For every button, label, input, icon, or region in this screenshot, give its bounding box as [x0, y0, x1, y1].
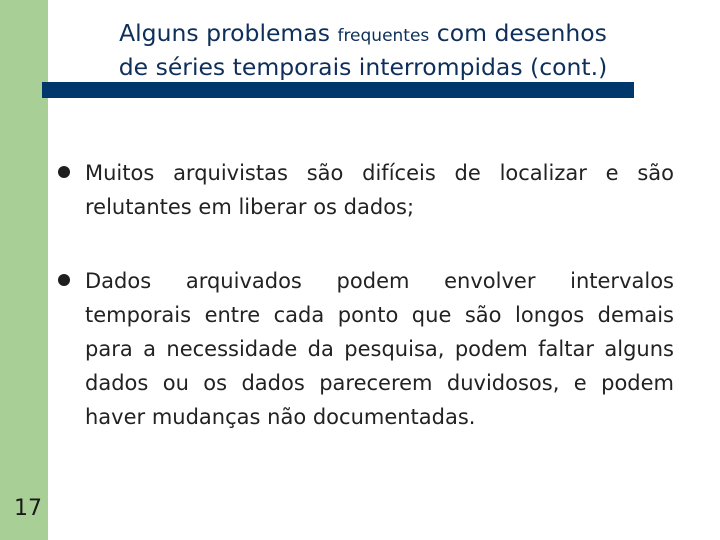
title-part-2: frequentes	[337, 26, 430, 46]
page-number: 17	[14, 496, 42, 521]
bullet-text: Muitos arquivistas são difíceis de localizar e são relutantes em liberar os dados;	[85, 161, 674, 219]
bullet-icon	[58, 274, 70, 286]
bullet-text: Dados arquivados podem envolver intervalos temporais entre cada ponto que são longos demais para a necessidade da pesquisa, podem faltar alguns dados ou os dados parecerem duvidosos, e podem haver mudanças não documentadas.	[85, 269, 674, 429]
title-part-3: com desenhos	[436, 19, 607, 47]
bullet-icon	[58, 166, 70, 178]
title-line-2: de séries temporais interrompidas (cont.)	[118, 53, 608, 81]
title-part-1: Alguns problemas	[119, 19, 330, 47]
bullet-list	[58, 156, 674, 434]
left-decorative-bar	[0, 0, 48, 540]
slide-title	[50, 18, 676, 83]
bullet-item	[58, 156, 674, 224]
bullet-item	[58, 264, 674, 434]
title-underline-bar	[42, 82, 634, 98]
